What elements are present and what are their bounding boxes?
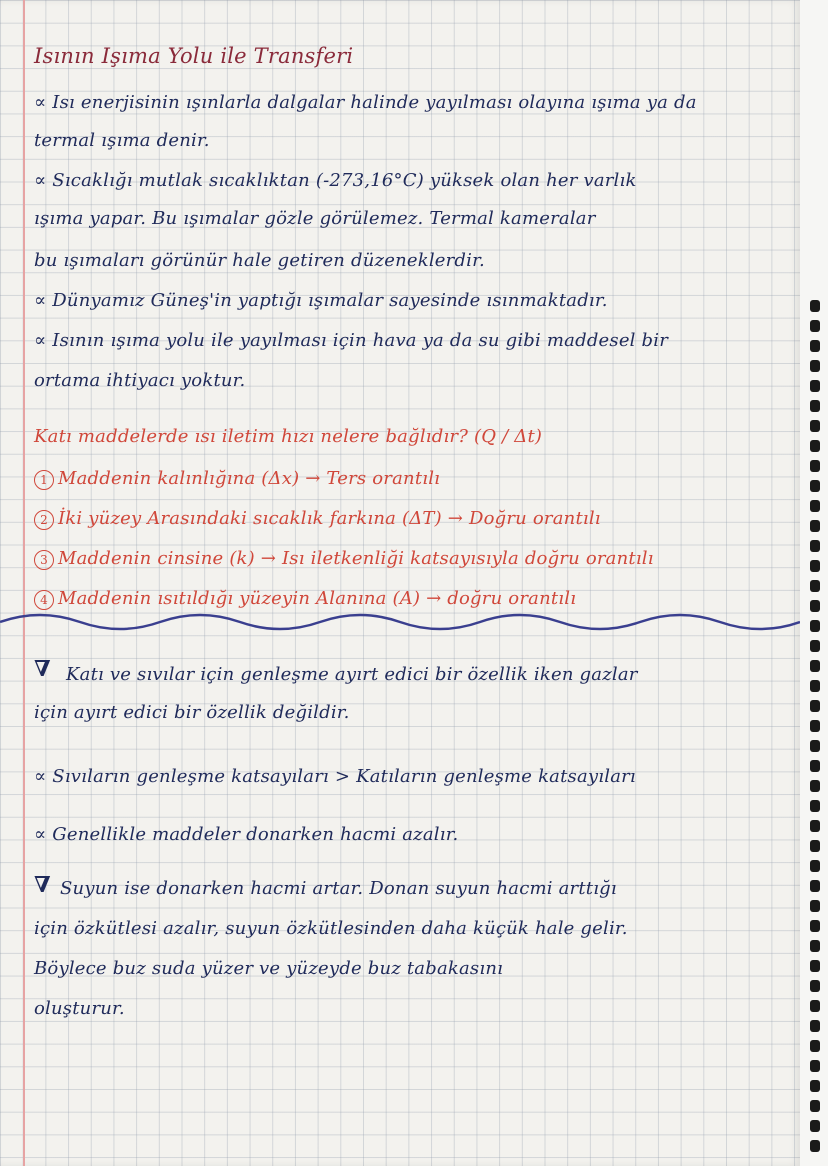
binding-hole: [810, 1100, 820, 1112]
binding-hole: [810, 420, 820, 432]
number-badge: 2: [34, 510, 54, 530]
binding-hole: [810, 980, 820, 992]
factor-text: Maddenin kalınlığına (Δx) → Ters orantılı: [58, 468, 441, 489]
factor-text: Maddenin ısıtıldığı yüzeyin Alanına (A) → doğru orantılı: [58, 588, 577, 609]
binding-hole: [810, 720, 820, 732]
note-mark-icon: ∇: [34, 656, 51, 682]
binding-hole: [810, 860, 820, 872]
text-line: ∝ Dünyamız Güneş'in yaptığı ışımalar sayesinde ısınmaktadır.: [34, 290, 608, 311]
text-line: ışıma yapar. Bu ışımalar gözle görülemez. Termal kameralar: [34, 208, 596, 229]
binding-hole: [810, 320, 820, 332]
note-line: Böylece buz suda yüzer ve yüzeyde buz tabakasını: [34, 958, 504, 979]
binding-hole: [810, 1080, 820, 1092]
binding-hole: [810, 880, 820, 892]
text-line: bu ışımaları görünür hale getiren düzeneklerdir.: [34, 250, 485, 271]
text-line: ∝ Sıcaklığı mutlak sıcaklıktan (-273,16°C) yüksek olan her varlık: [34, 170, 637, 191]
binding-hole: [810, 960, 820, 972]
binding-hole: [810, 760, 820, 772]
note-line: için ayırt edici bir özellik değildir.: [34, 702, 350, 723]
number-badge: 4: [34, 590, 54, 610]
binding-hole: [810, 440, 820, 452]
binding-hole: [810, 780, 820, 792]
note-mark-icon: ∇: [34, 872, 51, 898]
wavy-divider: [0, 600, 800, 640]
factor-item: [34, 548, 654, 570]
binding-hole: [810, 600, 820, 612]
question-heading: Katı maddelerde ısı iletim hızı nelere bağlıdır? (Q / Δt): [34, 426, 543, 447]
factor-text: İki yüzey Arasındaki sıcaklık farkına (ΔT) → Doğru orantılı: [58, 508, 601, 529]
note-line: ∝ Genellikle maddeler donarken hacmi azalır.: [34, 824, 459, 845]
binding-hole: [810, 360, 820, 372]
note-line: ∝ Sıvıların genleşme katsayıları > Katıların genleşme katsayıları: [34, 766, 636, 787]
binding-hole: [810, 820, 820, 832]
text-line: ortama ihtiyacı yoktur.: [34, 370, 246, 391]
binding-hole: [810, 840, 820, 852]
binding-hole: [810, 620, 820, 632]
binding-hole: [810, 1140, 820, 1152]
binding-hole: [810, 640, 820, 652]
note-line: Suyun ise donarken hacmi artar. Donan suyun hacmi arttığı: [60, 878, 617, 899]
binding-hole: [810, 520, 820, 532]
factor-item: [34, 508, 601, 530]
page-title: Isının Işıma Yolu ile Transferi: [34, 44, 354, 68]
binding-hole: [810, 920, 820, 932]
binding-hole: [810, 740, 820, 752]
number-badge: 1: [34, 470, 54, 490]
binding-hole: [810, 940, 820, 952]
note-line: Katı ve sıvılar için genleşme ayırt edici bir özellik iken gazlar: [66, 664, 638, 685]
text-line: ∝ Isı enerjisinin ışınlarla dalgalar halinde yayılması olayına ışıma ya da: [34, 92, 697, 113]
number-badge: 3: [34, 550, 54, 570]
binding-hole: [810, 500, 820, 512]
binding-hole: [810, 480, 820, 492]
text-line: ∝ Isının ışıma yolu ile yayılması için hava ya da su gibi maddesel bir: [34, 330, 669, 351]
binding-hole: [810, 700, 820, 712]
binding-hole: [810, 680, 820, 692]
binding-hole: [810, 900, 820, 912]
binding-hole: [810, 800, 820, 812]
factor-text: Maddenin cinsine (k) → Isı iletkenliği katsayısıyla doğru orantılı: [58, 548, 654, 569]
binding-hole: [810, 560, 820, 572]
binding-hole: [810, 1060, 820, 1072]
note-line: oluşturur.: [34, 998, 125, 1019]
binding-hole: [810, 400, 820, 412]
binding-holes: [800, 0, 828, 1166]
binding-hole: [810, 460, 820, 472]
factor-item: [34, 468, 440, 490]
note-line: için özkütlesi azalır, suyun özkütlesinden daha küçük hale gelir.: [34, 918, 628, 939]
binding-hole: [810, 660, 820, 672]
binding-hole: [810, 580, 820, 592]
margin-line: [23, 0, 25, 1166]
binding-hole: [810, 380, 820, 392]
binding-hole: [810, 1040, 820, 1052]
binding-hole: [810, 1120, 820, 1132]
binding-hole: [810, 1000, 820, 1012]
text-line: termal ışıma denir.: [34, 130, 210, 151]
binding-hole: [810, 340, 820, 352]
binding-hole: [810, 300, 820, 312]
binding-hole: [810, 1020, 820, 1032]
binding-hole: [810, 540, 820, 552]
